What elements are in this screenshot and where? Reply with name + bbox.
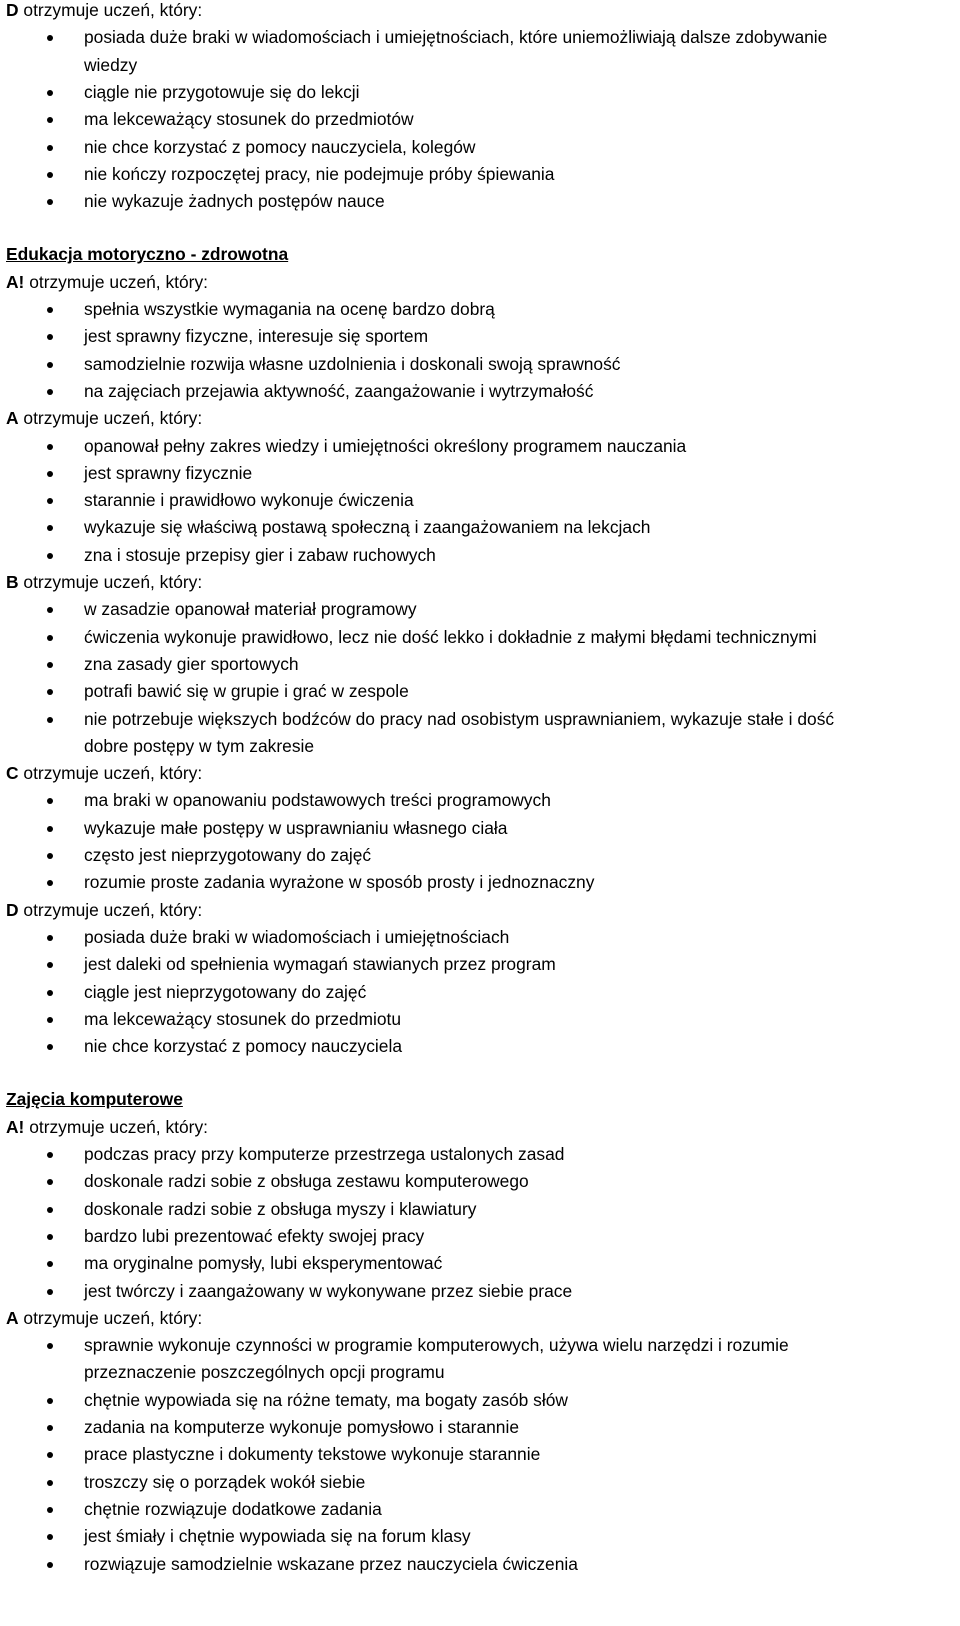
bullet-icon: [47, 172, 53, 178]
grade-line: [6, 759, 202, 787]
grade-letter: C: [6, 763, 19, 784]
bullet-icon: [47, 1044, 53, 1050]
grade-description: otrzymuje uczeń, który:: [18, 763, 203, 784]
bullet-icon: [47, 662, 53, 668]
grade-description: otrzymuje uczeń, który:: [18, 0, 203, 20]
bullet-icon: [47, 1452, 53, 1458]
grade-line: [6, 896, 202, 924]
bullet-icon: [47, 362, 53, 368]
bullet-icon: [47, 1562, 53, 1568]
list-item: jest sprawny fizyczne, interesuje się sportem: [84, 326, 429, 347]
list-item: jest twórczy i zaangażowany w wykonywane przez siebie prace: [84, 1280, 573, 1301]
grade-line: [6, 0, 202, 24]
grade-line: [6, 268, 208, 296]
list-item: ma lekceważący stosunek do przedmiotu: [84, 1008, 402, 1029]
list-item: rozwiązuje samodzielnie wskazane przez nauczyciela ćwiczenia: [84, 1553, 578, 1574]
bullet-icon: [47, 199, 53, 205]
list-item: ma oryginalne pomysły, lubi eksperymentować: [84, 1253, 443, 1274]
list-item: posiada duże braki w wiadomościach i umiejętnościach, które uniemożliwiają dalsze zdobywanie: [84, 27, 828, 48]
grade-description: otrzymuje uczeń, który:: [18, 1307, 203, 1328]
list-item: na zajęciach przejawia aktywność, zaangażowanie i wytrzymałość: [84, 380, 594, 401]
bullet-icon: [47, 826, 53, 832]
list-item: ciągle jest nieprzygotowany do zajęć: [84, 981, 367, 1002]
bullet-icon: [47, 35, 53, 41]
bullet-icon: [47, 635, 53, 641]
list-item: wiedzy: [84, 54, 138, 75]
bullet-icon: [47, 880, 53, 886]
grade-letter: D: [6, 899, 19, 920]
grade-description: otrzymuje uczeń, który:: [24, 1116, 208, 1137]
bullet-icon: [47, 1398, 53, 1404]
grade-line: [6, 404, 202, 432]
grade-letter: A: [6, 408, 19, 429]
bullet-icon: [47, 90, 53, 96]
list-item: nie kończy rozpoczętej pracy, nie podejmuje próby śpiewania: [84, 163, 555, 184]
list-item: rozumie proste zadania wyrażone w sposób prosty i jednoznaczny: [84, 872, 595, 893]
bullet-icon: [47, 334, 53, 340]
list-item: podczas pracy przy komputerze przestrzega ustalonych zasad: [84, 1144, 565, 1164]
list-item: ma lekceważący stosunek do przedmiotów: [84, 109, 414, 130]
list-item: troszczy się o porządek wokół siebie: [84, 1471, 366, 1492]
list-item: potrafi bawić się w grupie i grać w zespole: [84, 681, 409, 702]
grade-letter: D: [6, 0, 19, 20]
bullet-icon: [47, 389, 53, 395]
section-heading: Zajęcia komputerowe: [6, 1089, 183, 1110]
list-item: nie chce korzystać z pomocy nauczyciela, kolegów: [84, 136, 476, 157]
bullet-icon: [47, 689, 53, 695]
list-item: bardzo lubi prezentować efekty swojej pracy: [84, 1225, 425, 1246]
grade-description: otrzymuje uczeń, który:: [18, 572, 203, 592]
bullet-icon: [47, 1507, 53, 1513]
bullet-icon: [47, 607, 53, 613]
bullet-icon: [47, 1480, 53, 1486]
list-item: dobre postępy w tym zakresie: [84, 735, 315, 756]
grade-description: otrzymuje uczeń, który:: [24, 271, 208, 292]
bullet-icon: [47, 117, 53, 123]
list-item: zna i stosuje przepisy gier i zabaw ruchowych: [84, 544, 436, 565]
list-item: przeznaczenie poszczególnych opcji programu: [84, 1362, 445, 1383]
list-item: samodzielnie rozwija własne uzdolnienia i doskonali swoją sprawność: [84, 353, 621, 374]
bullet-icon: [47, 1261, 53, 1267]
list-item: starannie i prawidłowo wykonuje ćwiczenia: [84, 490, 414, 511]
grade-letter: B: [6, 572, 19, 592]
list-item: opanował pełny zakres wiedzy i umiejętności określony programem nauczania: [84, 435, 687, 456]
grade-line: [6, 1304, 202, 1332]
grade-letter: A!: [6, 1116, 25, 1137]
bullet-icon: [47, 717, 53, 723]
list-item: często jest nieprzygotowany do zajęć: [84, 845, 372, 865]
bullet-icon: [47, 1289, 53, 1295]
list-item: jest śmiały i chętnie wypowiada się na forum klasy: [84, 1526, 471, 1547]
list-item: doskonale radzi sobie z obsługa myszy i klawiatury: [84, 1198, 477, 1219]
list-item: chętnie wypowiada się na różne tematy, ma bogaty zasób słów: [84, 1389, 568, 1410]
grade-line: [6, 568, 202, 596]
list-item: prace plastyczne i dokumenty tekstowe wykonuje starannie: [84, 1444, 541, 1465]
list-item: nie potrzebuje większych bodźców do pracy nad osobistym usprawnianiem, wykazuje stałe i dość: [84, 708, 835, 729]
grade-line: [6, 1113, 208, 1141]
grade-description: otrzymuje uczeń, który:: [18, 899, 203, 920]
list-item: jest daleki od spełnienia wymagań stawianych przez program: [84, 954, 556, 975]
list-item: zna zasady gier sportowych: [84, 653, 299, 674]
bullet-icon: [47, 1343, 53, 1349]
list-item: ćwiczenia wykonuje prawidłowo, lecz nie dość lekko i dokładnie z małymi błędami technicznymi: [84, 626, 817, 647]
list-item: wykazuje się właściwą postawą społeczną i zaangażowaniem na lekcjach: [84, 517, 651, 538]
bullet-icon: [47, 525, 53, 531]
list-item: posiada duże braki w wiadomościach i umiejętnościach: [84, 926, 510, 947]
bullet-icon: [47, 962, 53, 968]
bullet-icon: [47, 1425, 53, 1431]
grade-letter: A!: [6, 271, 25, 292]
list-item: zadania na komputerze wykonuje pomysłowo i starannie: [84, 1417, 520, 1437]
list-item: spełnia wszystkie wymagania na ocenę bardzo dobrą: [84, 299, 495, 319]
bullet-icon: [47, 471, 53, 477]
bullet-icon: [47, 307, 53, 313]
bullet-icon: [47, 853, 53, 859]
bullet-icon: [47, 444, 53, 450]
list-item: ciągle nie przygotowuje się do lekcji: [84, 81, 360, 102]
list-item: jest sprawny fizycznie: [84, 462, 253, 483]
list-item: sprawnie wykonuje czynności w programie komputerowych, używa wielu narzędzi i rozumie: [84, 1335, 789, 1356]
list-item: nie chce korzystać z pomocy nauczyciela: [84, 1036, 402, 1057]
bullet-icon: [47, 1179, 53, 1185]
bullet-icon: [47, 1017, 53, 1023]
grade-description: otrzymuje uczeń, który:: [18, 408, 203, 429]
list-item: nie wykazuje żadnych postępów nauce: [84, 191, 385, 212]
bullet-icon: [47, 798, 53, 804]
bullet-icon: [47, 1152, 53, 1158]
bullet-icon: [47, 553, 53, 559]
list-item: wykazuje małe postępy w usprawnianiu własnego ciała: [84, 817, 508, 838]
bullet-icon: [47, 1534, 53, 1540]
bullet-icon: [47, 1234, 53, 1240]
section-heading: Edukacja motoryczno - zdrowotna: [6, 244, 289, 265]
grade-letter: A: [6, 1307, 19, 1328]
list-item: ma braki w opanowaniu podstawowych treści programowych: [84, 790, 551, 811]
bullet-icon: [47, 1207, 53, 1213]
list-item: w zasadzie opanował materiał programowy: [84, 599, 417, 620]
bullet-icon: [47, 990, 53, 996]
list-item: chętnie rozwiązuje dodatkowe zadania: [84, 1498, 382, 1519]
bullet-icon: [47, 935, 53, 941]
bullet-icon: [47, 498, 53, 504]
list-item: doskonale radzi sobie z obsługa zestawu komputerowego: [84, 1171, 529, 1192]
bullet-icon: [47, 145, 53, 151]
